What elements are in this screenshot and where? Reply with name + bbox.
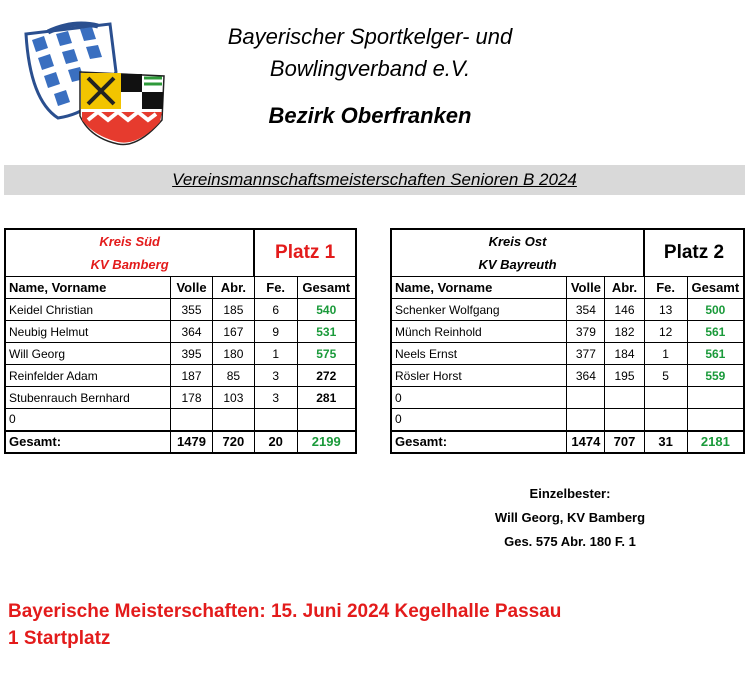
team-heading [5,229,254,277]
player-name: 0 [391,387,567,409]
total-volle: 1479 [171,431,213,453]
volle-value: 187 [171,365,213,387]
gesamt-value: 272 [297,365,356,387]
team-heading [391,229,644,277]
total-volle: 1474 [567,431,605,453]
abr-value: 167 [212,321,254,343]
player-name: Schenker Wolfgang [391,299,567,321]
fe-value: 12 [644,321,687,343]
table-row [391,321,744,343]
col-header-name: Name, Vorname [5,277,171,299]
fe-value: 5 [644,365,687,387]
total-gesamt: 2181 [687,431,744,453]
abr-value: 146 [605,299,644,321]
player-name: 0 [5,409,171,431]
col-header-volle: Volle [171,277,213,299]
best-player-name: Will Georg, KV Bamberg [494,510,646,525]
best-player-detail: Ges. 575 Abr. 180 F. 1 [504,534,636,549]
volle-value: 354 [567,299,605,321]
volle-value: 364 [171,321,213,343]
total-abr: 707 [605,431,644,453]
abr-value [212,409,254,431]
fe-value: 3 [254,387,297,409]
abr-value [605,409,644,431]
gesamt-value: 561 [687,343,744,365]
col-header-volle: Volle [567,277,605,299]
table-row [5,343,356,365]
volle-value: 355 [171,299,213,321]
gesamt-value: 561 [687,321,744,343]
abr-value: 180 [212,343,254,365]
district-title: Bezirk Oberfranken [268,103,472,128]
fe-value: 1 [254,343,297,365]
total-abr: 720 [212,431,254,453]
championship-title-bar [4,165,745,195]
oberfranken-shield-icon [80,72,164,145]
total-row [391,431,744,453]
player-name: Münch Reinhold [391,321,567,343]
gesamt-value: 540 [297,299,356,321]
federation-name-line1: Bayerischer Sportkelger- und [227,24,513,49]
championship-title: Vereinsmannschaftsmeisterschaften Senioren B 2024 [172,170,577,189]
player-name: 0 [391,409,567,431]
volle-value: 379 [567,321,605,343]
col-header-abr: Abr. [605,277,644,299]
col-header-abr: Abr. [212,277,254,299]
volle-value: 178 [171,387,213,409]
table-row [391,387,744,409]
table-row [5,299,356,321]
fe-value: 13 [644,299,687,321]
gesamt-value: 575 [297,343,356,365]
fe-value [644,387,687,409]
player-name: Neels Ernst [391,343,567,365]
volle-value: 377 [567,343,605,365]
fe-value [644,409,687,431]
gesamt-value [297,409,356,431]
abr-value: 185 [212,299,254,321]
player-name: Keidel Christian [5,299,171,321]
table-row [5,321,356,343]
best-player-label: Einzelbester: [529,486,611,501]
total-gesamt: 2199 [297,431,356,453]
col-header-gesamt: Gesamt [297,277,356,299]
gesamt-value [687,409,744,431]
fe-value [254,409,297,431]
abr-value: 182 [605,321,644,343]
kreis-label: Kreis Süd [99,234,160,249]
abr-value: 85 [212,365,254,387]
gesamt-value: 559 [687,365,744,387]
total-label: Gesamt: [5,431,171,453]
team-table-kv-bamberg [4,228,357,454]
placement-badge: Platz 1 [254,229,356,277]
fe-value: 1 [644,343,687,365]
abr-value [605,387,644,409]
gesamt-value: 531 [297,321,356,343]
player-name: Neubig Helmut [5,321,171,343]
col-header-fe: Fe. [254,277,297,299]
fe-value: 6 [254,299,297,321]
club-label: KV Bayreuth [478,257,557,272]
kreis-label: Kreis Ost [488,234,547,249]
total-fe: 31 [644,431,687,453]
federation-name-line2: Bowlingverband e.V. [269,56,471,81]
player-name: Stubenrauch Bernhard [5,387,171,409]
championship-notice: Bayerische Meisterschaften: 15. Juni 2024 Kegelhalle Passau [8,601,562,622]
col-header-gesamt: Gesamt [687,277,744,299]
gesamt-value [687,387,744,409]
fe-value: 3 [254,365,297,387]
placement-badge: Platz 2 [644,229,744,277]
player-name: Will Georg [5,343,171,365]
abr-value: 184 [605,343,644,365]
table-row [391,299,744,321]
gesamt-value: 281 [297,387,356,409]
table-row [5,409,356,431]
table-row [5,387,356,409]
player-name: Reinfelder Adam [5,365,171,387]
total-label: Gesamt: [391,431,567,453]
table-row [391,365,744,387]
abr-value: 103 [212,387,254,409]
total-fe: 20 [254,431,297,453]
col-header-fe: Fe. [644,277,687,299]
total-row [5,431,356,453]
coat-of-arms-logo [18,20,168,148]
volle-value: 395 [171,343,213,365]
table-row [391,409,744,431]
team-table-kv-bayreuth [390,228,745,454]
col-header-name: Name, Vorname [391,277,567,299]
player-name: Rösler Horst [391,365,567,387]
volle-value [171,409,213,431]
volle-value [567,387,605,409]
fe-value: 9 [254,321,297,343]
volle-value: 364 [567,365,605,387]
abr-value: 195 [605,365,644,387]
club-label: KV Bamberg [90,257,169,272]
table-row [5,365,356,387]
table-row [391,343,744,365]
gesamt-value: 500 [687,299,744,321]
start-slot-notice: 1 Startplatz [8,628,111,649]
volle-value [567,409,605,431]
